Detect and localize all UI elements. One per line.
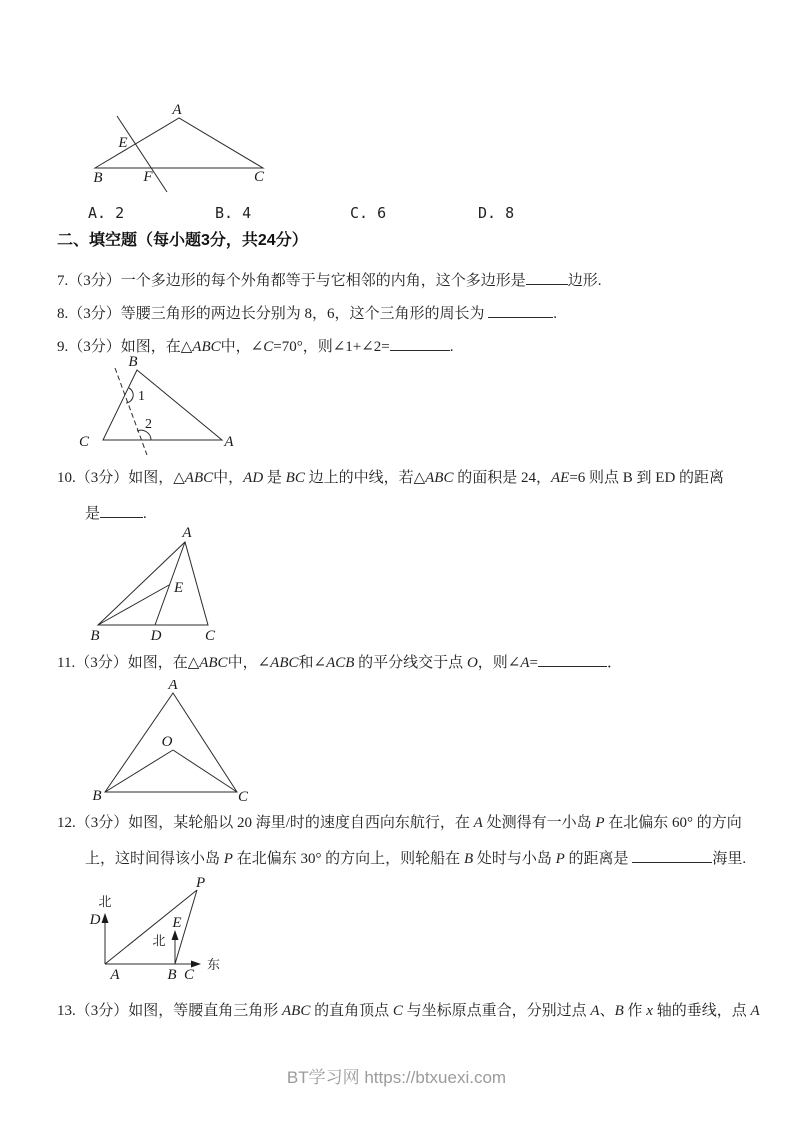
question12-text-line1 — [57, 814, 742, 833]
blank-underline — [100, 502, 143, 518]
question12-text-line2 — [85, 847, 746, 869]
point-label-e: E — [174, 580, 184, 596]
angle1-label: 1 — [138, 389, 145, 404]
blank-underline — [632, 847, 712, 863]
triangle-outline — [98, 542, 208, 625]
point-label-d: D — [150, 628, 162, 644]
question6-figure — [85, 95, 285, 200]
text-segment: 7.（3分）一个多边形的每个外角都等于与它相邻的内角，这个多边形是 — [57, 273, 526, 289]
text-segment: 是 — [263, 470, 286, 486]
text-segment: =6 则点 B 到 ED 的距离 — [569, 470, 725, 486]
text-segment: BC — [285, 470, 305, 486]
north-label-b: 北 — [152, 933, 166, 948]
section-title: 二、填空题（每小题3分，共24分） — [57, 232, 308, 249]
blank-underline — [526, 269, 568, 285]
text-segment: A — [520, 655, 530, 671]
text-segment: A — [590, 1003, 600, 1019]
north-arrowhead-a-icon — [102, 913, 109, 923]
text-segment: 13.（3分）如图，等腰直角三角形 — [57, 1003, 283, 1019]
option-a: A. 2 — [88, 204, 125, 222]
question10-figure — [82, 525, 222, 647]
text-segment: 的直角顶点 — [310, 1003, 393, 1019]
text-segment: C — [263, 339, 274, 355]
text-segment: 、 — [599, 1003, 615, 1019]
text-segment: 中，∠ — [220, 339, 264, 355]
text-segment: 作 — [623, 1003, 647, 1019]
vertex-label-b: B — [128, 355, 138, 370]
text-segment: ACB — [326, 655, 355, 671]
point-label-p: P — [196, 876, 206, 891]
text-segment: 和∠ — [298, 655, 327, 671]
text-segment: 在北偏东 60° 的方向 — [604, 815, 742, 831]
question7-text — [57, 269, 602, 291]
vertex-label-c: C — [237, 789, 249, 805]
text-segment: P — [555, 851, 565, 867]
text-segment: 12.（3分）如图，某轮船以 20 海里/时的速度自西向东航行，在 — [57, 815, 474, 831]
transversal-line — [117, 116, 167, 192]
question9-figure — [60, 355, 310, 465]
text-segment: 处时与小岛 — [473, 851, 556, 867]
triangle-outline — [103, 370, 222, 440]
vertex-label-b: B — [90, 628, 100, 644]
triangle-with-median-diagram — [82, 525, 222, 647]
question10-text-line1 — [57, 469, 724, 488]
text-segment: ABC — [184, 470, 214, 486]
text-segment: ABC — [192, 339, 221, 355]
text-segment: C — [392, 1003, 403, 1019]
text-segment: ABC — [282, 1003, 311, 1019]
point-label-f: F — [143, 169, 153, 185]
text-segment: ABC — [425, 470, 454, 486]
vertex-label-b: B — [92, 788, 102, 804]
ship-bearing-diagram — [88, 876, 238, 986]
triangle-with-dashed-line-diagram — [60, 355, 310, 465]
text-segment: 边形. — [567, 273, 602, 289]
text-segment: 处测得有一小岛 — [482, 815, 596, 831]
text-segment: P — [223, 851, 233, 867]
text-segment: 9.（3分）如图，在△ — [57, 339, 193, 355]
text-segment: 11.（3分）如图，在△ — [57, 655, 200, 671]
text-segment: AD — [243, 470, 264, 486]
option-c: C. 6 — [350, 204, 387, 222]
text-segment: ABC — [199, 655, 228, 671]
vertex-label-a: A — [172, 102, 182, 118]
text-segment: B — [614, 1003, 624, 1019]
site-footer: BT学习网 https://btxuexi.com — [286, 1068, 507, 1087]
north-arrowhead-b-icon — [172, 930, 179, 940]
text-segment: 8.（3分）等腰三角形的两边长分别为 8，6，这个三角形的周长为 — [57, 306, 489, 322]
text-segment: 轴的垂线，点 — [652, 1003, 751, 1019]
question11-text — [57, 651, 622, 673]
text-segment: 中， — [213, 470, 244, 486]
vertex-label-a: A — [182, 525, 192, 541]
text-segment: 上，这时间得该小岛 — [85, 851, 224, 867]
text-segment: 的平分线交于点 — [354, 655, 467, 671]
text-segment: =70°，则∠1+∠2= — [273, 339, 390, 355]
text-segment: 海里. — [712, 851, 747, 867]
text-segment: ，则∠ — [477, 655, 521, 671]
text-segment: 中，∠ — [227, 655, 271, 671]
angle2-label: 2 — [145, 417, 152, 432]
blank-underline — [390, 335, 450, 351]
vertex-label-c: C — [204, 628, 216, 644]
text-segment: 的面积是 24， — [453, 470, 551, 486]
blank-underline — [538, 651, 607, 667]
question10-text-line2 — [85, 502, 147, 524]
text-segment: 的距离是 — [564, 851, 633, 867]
point-label-e: E — [172, 915, 182, 931]
point-label-b: B — [167, 967, 177, 983]
text-segment: 在北偏东 30° 的方向上，则轮船在 — [232, 851, 464, 867]
bisector-bo — [105, 750, 173, 792]
question8-text — [57, 302, 557, 324]
text-segment: 是 — [85, 506, 101, 522]
vertex-label-a: A — [168, 680, 178, 693]
option-d: D. 8 — [478, 204, 515, 222]
question9-text — [57, 335, 454, 357]
text-segment: . — [553, 306, 558, 322]
point-label-c: C — [183, 967, 195, 983]
question13-text — [57, 1002, 760, 1021]
text-segment: A — [750, 1003, 760, 1019]
point-label-a: A — [110, 967, 120, 983]
east-label: 东 — [207, 957, 221, 972]
text-segment: 边上的中线，若△ — [304, 470, 426, 486]
point-label-e: E — [118, 135, 128, 151]
text-segment: = — [529, 655, 538, 671]
text-segment: ABC — [270, 655, 299, 671]
triangle-abc-transversal-diagram — [85, 95, 285, 200]
text-segment: B — [463, 851, 474, 867]
blank-underline — [488, 302, 553, 318]
north-label-a: 北 — [98, 894, 112, 909]
text-segment: A — [473, 815, 483, 831]
point-label-d: D — [89, 912, 101, 928]
text-segment: 10.（3分）如图，△ — [57, 470, 185, 486]
text-segment: . — [143, 506, 147, 522]
text-segment: AE — [551, 470, 570, 486]
point-label-o: O — [161, 734, 173, 750]
line-ap — [105, 890, 197, 964]
question12-figure — [88, 876, 238, 986]
dashed-line — [115, 368, 147, 455]
question11-figure — [88, 680, 258, 807]
vertex-label-c: C — [253, 169, 265, 185]
bisector-oc — [173, 750, 237, 792]
text-segment: O — [466, 655, 478, 671]
text-segment: 与坐标原点重合，分别过点 — [402, 1003, 591, 1019]
text-segment: . — [449, 339, 454, 355]
vertex-label-b: B — [93, 170, 103, 186]
text-segment: P — [595, 815, 605, 831]
vertex-label-c: C — [78, 434, 90, 450]
triangle-with-incenter-diagram — [88, 680, 258, 807]
vertex-label-a: A — [224, 434, 234, 450]
option-b: B. 4 — [215, 204, 252, 222]
text-segment: x — [646, 1003, 653, 1019]
text-segment: ． — [607, 655, 623, 671]
